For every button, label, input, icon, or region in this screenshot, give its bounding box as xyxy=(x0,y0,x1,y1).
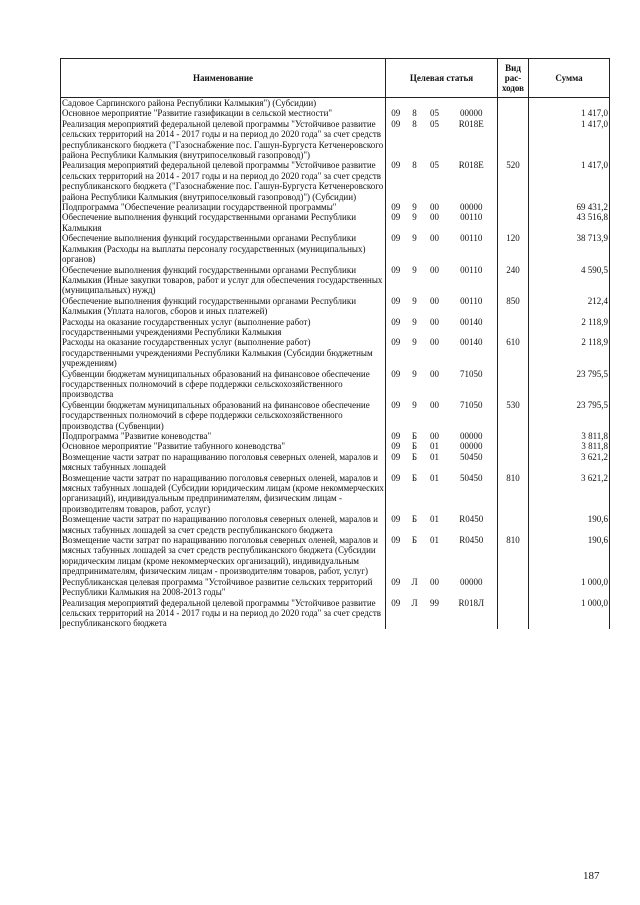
table-body xyxy=(61,98,610,629)
row-name: Садовое Сарпинского района Республики Калмыкия") (Субсидии) xyxy=(61,98,386,109)
row-expense-type: 810 xyxy=(498,535,529,577)
table-row xyxy=(61,369,610,400)
table-row xyxy=(61,108,610,118)
row-code-event: 01 xyxy=(430,535,439,546)
table-row xyxy=(61,452,610,473)
row-sum: 4 590,5 xyxy=(529,265,610,296)
row-code-subprogram: 9 xyxy=(412,337,417,348)
row-code-event: 00 xyxy=(430,337,439,348)
row-sum: 1 417,0 xyxy=(529,119,610,161)
row-code-event: 00 xyxy=(430,368,439,379)
row-code-event: 05 xyxy=(430,118,439,129)
row-expense-type xyxy=(498,108,529,118)
table-row xyxy=(61,337,610,368)
table-row xyxy=(61,441,610,451)
row-name: Подпрограмма "Развитие коневодства" xyxy=(61,431,386,441)
row-code-subprogram: Б xyxy=(411,431,418,441)
table-row xyxy=(61,265,610,296)
row-name: Возмещение части затрат по наращиванию поголовья северных оленей, маралов и мясных табунных лошадей за счет средств республиканского бюджета (Субсидии юридическим лицам (кроме некоммерческих организаций), индивидуальным предпринимателям, физическим лицам - производителям товаров, работ, услуг) xyxy=(61,535,386,577)
header-target-article: Целевая статья xyxy=(386,59,498,98)
row-code-event: 01 xyxy=(430,441,439,452)
row-code-program: 09 xyxy=(386,202,406,212)
row-code-event: 00 xyxy=(430,202,439,213)
row-sum: 43 516,8 xyxy=(529,212,610,233)
row-code-subprogram: 9 xyxy=(412,212,417,223)
table-row xyxy=(61,473,610,515)
row-expense-type xyxy=(498,369,529,400)
row-sum: 2 118,9 xyxy=(529,317,610,338)
header-expense-type xyxy=(498,59,529,98)
row-name: Республиканская целевая программа "Устойчивое развитие сельских территорий Республики Калмыкия на 2008-2013 годы" xyxy=(61,577,386,598)
row-code-subprogram xyxy=(406,98,424,109)
row-sum: 3 811,8 xyxy=(529,431,610,441)
row-code-program: 09 xyxy=(386,473,406,515)
table-row xyxy=(61,400,610,431)
row-expense-type xyxy=(498,598,529,629)
row-code-program: 09 xyxy=(386,212,406,233)
row-code-event: 00 xyxy=(430,576,439,587)
row-name: Основное мероприятие "Развитие табунного коневодства" xyxy=(61,441,386,451)
row-name: Возмещение части затрат по наращиванию поголовья северных оленей, маралов и мясных табунных лошадей за счет средств республиканского бюджета xyxy=(61,514,386,535)
row-code-event: 00 xyxy=(430,399,439,410)
row-code-subprogram: 9 xyxy=(412,368,417,379)
row-code-program: 09 xyxy=(386,160,406,202)
row-code-program: 09 xyxy=(386,317,406,338)
table-row xyxy=(61,535,610,577)
row-code-subprogram: 9 xyxy=(412,295,417,306)
row-expense-type xyxy=(498,577,529,598)
row-expense-type xyxy=(498,452,529,473)
row-code-subprogram: Б xyxy=(411,472,418,483)
row-sum: 1 000,0 xyxy=(529,598,610,629)
row-code-program: 09 xyxy=(386,535,406,577)
row-name: Реализация мероприятий федеральной целевой программы "Устойчивое развитие сельских территорий на 2014 - 2017 годы и на период до 2020 года" за счет средств республиканского бюджета ("Газоснабжение пос. Гашун-Бургуста Кетченеровского района Республики Калмыкия (внутрипоселковый газопровод)") xyxy=(61,119,386,161)
row-expense-type xyxy=(498,431,529,441)
row-expense-type xyxy=(498,98,529,109)
row-expense-type xyxy=(498,202,529,212)
row-expense-type xyxy=(498,317,529,338)
row-name: Обеспечение выполнения функций государственными органами Республики Калмыкия (Расходы на выплаты персоналу государственных (муниципальных) органов) xyxy=(61,233,386,264)
row-code-event: 05 xyxy=(430,160,439,171)
row-sum: 1 417,0 xyxy=(529,108,610,118)
row-name: Субвенции бюджетам муниципальных образований на финансовое обеспечение государственных полномочий в сфере поддержки сельскохозяйственного производства xyxy=(61,369,386,400)
row-code-event: 00 xyxy=(430,212,439,223)
row-code-subprogram: Б xyxy=(411,535,418,546)
row-code-subprogram: 8 xyxy=(412,108,417,119)
header-expense-type-line1: Вид xyxy=(505,63,521,73)
row-code-program: 09 xyxy=(386,400,406,431)
row-sum: 69 431,2 xyxy=(529,202,610,212)
row-expense-type: 120 xyxy=(498,233,529,264)
row-code-subprogram: 8 xyxy=(412,118,417,129)
row-expense-type xyxy=(498,441,529,451)
row-code-program xyxy=(386,98,406,109)
header-expense-type-line3: ходов xyxy=(501,83,525,93)
row-name: Обеспечение выполнения функций государственными органами Республики Калмыкия xyxy=(61,212,386,233)
row-code-subprogram: 9 xyxy=(412,264,417,275)
row-code-subprogram: 9 xyxy=(412,233,417,244)
row-name: Возмещение части затрат по наращиванию поголовья северных оленей, маралов и мясных табунных лошадей (Субсидии юридическим лицам (кроме некоммерческих организаций), индивидуальным предпринимателям, физическим лицам - производителям товаров, работ, услуг) xyxy=(62,472,384,514)
row-code-event: 01 xyxy=(430,514,439,525)
row-code-program: 09 xyxy=(386,233,406,264)
row-code-direction: 71050 xyxy=(446,369,498,400)
row-expense-type: 850 xyxy=(498,296,529,317)
row-sum: 38 713,9 xyxy=(529,233,610,264)
row-code-direction: 00140 xyxy=(446,317,498,338)
row-code-event: 00 xyxy=(430,316,439,327)
row-sum: 23 795,5 xyxy=(529,400,610,431)
row-code-direction: R018Л xyxy=(446,598,498,629)
table-row xyxy=(61,431,610,441)
table-row xyxy=(61,202,610,212)
table-row xyxy=(61,317,610,338)
row-expense-type: 810 xyxy=(498,473,529,515)
row-code-event: 99 xyxy=(430,597,439,608)
row-code-program: 09 xyxy=(386,296,406,317)
row-code-program: 09 xyxy=(386,577,406,598)
row-code-subprogram: 9 xyxy=(412,316,417,327)
row-sum: 1 000,0 xyxy=(529,577,610,598)
table-row xyxy=(61,514,610,535)
row-name: Расходы на оказание государственных услуг (выполнение работ) государственными учреждениями Республики Калмыкия xyxy=(61,317,386,338)
row-code-direction: R0450 xyxy=(446,535,498,577)
row-sum: 1 417,0 xyxy=(529,160,610,202)
row-code-direction: 50450 xyxy=(446,452,498,473)
row-expense-type xyxy=(498,514,529,535)
row-sum: 3 811,8 xyxy=(529,441,610,451)
row-code-subprogram: Б xyxy=(411,451,418,462)
row-code-program: 09 xyxy=(386,265,406,296)
row-code-event: 05 xyxy=(430,108,439,119)
row-name: Подпрограмма "Обеспечение реализации государственной программы" xyxy=(61,202,386,212)
row-code-event: 00 xyxy=(430,233,439,244)
row-code-subprogram: Л xyxy=(411,597,418,608)
row-expense-type: 530 xyxy=(498,400,529,431)
row-code-event: 00 xyxy=(430,295,439,306)
row-sum: 190,6 xyxy=(529,514,610,535)
row-code-program: 09 xyxy=(386,431,406,441)
row-name: Реализация мероприятий федеральной целевой программы "Устойчивое развитие сельских территорий на 2014 - 2017 годы и на период до 2020 года" за счет средств республиканского бюджета ("Газоснабжение пос. Гашун-Бургуста Кетченеровского района Республики Калмыкия (внутрипоселковый газопровод)") (Субсидии) xyxy=(61,160,386,202)
row-code-event: 01 xyxy=(430,472,439,483)
row-code-direction: R0450 xyxy=(446,514,498,535)
table-row xyxy=(61,296,610,317)
row-code-direction: 71050 xyxy=(446,400,498,431)
row-code-program: 09 xyxy=(386,514,406,535)
row-sum: 2 118,9 xyxy=(529,337,610,368)
row-code-direction: 00110 xyxy=(446,212,498,233)
table-row xyxy=(61,598,610,629)
row-sum: 3 621,2 xyxy=(529,473,610,515)
row-name: Расходы на оказание государственных услуг (выполнение работ) государственными учреждениями Республики Калмыкия (Субсидии бюджетным учреждениям) xyxy=(61,337,386,368)
row-expense-type: 520 xyxy=(498,160,529,202)
header-name: Наименование xyxy=(61,59,386,98)
row-code-event xyxy=(424,98,446,109)
row-code-direction: 00000 xyxy=(446,431,498,441)
row-code-direction: 00110 xyxy=(446,233,498,264)
table-row xyxy=(61,160,610,202)
header-expense-type-line2: рас- xyxy=(504,73,522,83)
budget-table xyxy=(60,58,610,629)
row-code-subprogram: Б xyxy=(411,441,418,452)
row-code-direction: R018E xyxy=(446,119,498,161)
row-name: Субвенции бюджетам муниципальных образований на финансовое обеспечение государственных полномочий в сфере поддержки сельскохозяйственного производства (Субвенции) xyxy=(61,400,386,431)
row-sum: 23 795,5 xyxy=(529,369,610,400)
table-row xyxy=(61,233,610,264)
page-number: 187 xyxy=(583,870,600,882)
row-code-direction: 00000 xyxy=(446,202,498,212)
row-expense-type: 610 xyxy=(498,337,529,368)
row-code-subprogram: Б xyxy=(411,514,418,525)
row-code-program: 09 xyxy=(386,108,406,118)
table-row xyxy=(61,98,610,109)
row-code-program: 09 xyxy=(386,337,406,368)
row-name: Основное мероприятие "Развитие газификации в сельской местности" xyxy=(61,108,386,118)
row-code-direction: 00000 xyxy=(446,441,498,451)
row-code-event: 00 xyxy=(430,264,439,275)
row-name: Обеспечение выполнения функций государственными органами Республики Калмыкия (Иные закупки товаров, работ и услуг для обеспечения государственных (муниципальных) нужд) xyxy=(61,265,386,296)
table-row xyxy=(61,212,610,233)
row-name: Обеспечение выполнения функций государственными органами Республики Калмыкия (Уплата налогов, сборов и иных платежей) xyxy=(61,296,386,317)
row-code-direction xyxy=(446,98,498,109)
row-code-direction: 00110 xyxy=(446,296,498,317)
row-code-direction: 00000 xyxy=(446,108,498,118)
row-sum xyxy=(529,98,610,109)
header-sum: Сумма xyxy=(529,59,610,98)
row-expense-type: 240 xyxy=(498,265,529,296)
table-row xyxy=(61,119,610,161)
row-code-program: 09 xyxy=(386,441,406,451)
row-code-direction: 00110 xyxy=(446,265,498,296)
row-expense-type xyxy=(498,119,529,161)
row-code-subprogram: 8 xyxy=(412,160,417,171)
row-name: Возмещение части затрат по наращиванию поголовья северных оленей, маралов и мясных табунных лошадей xyxy=(61,452,386,473)
row-code-direction: 00000 xyxy=(446,577,498,598)
row-sum: 212,4 xyxy=(529,296,610,317)
row-code-direction: 50450 xyxy=(446,473,498,515)
row-sum: 190,6 xyxy=(529,535,610,577)
row-code-program: 09 xyxy=(386,369,406,400)
row-code-event: 01 xyxy=(430,451,439,462)
row-code-program: 09 xyxy=(386,452,406,473)
row-code-subprogram: 9 xyxy=(412,399,417,410)
row-code-direction: 00140 xyxy=(446,337,498,368)
row-expense-type xyxy=(498,212,529,233)
row-sum: 3 621,2 xyxy=(529,452,610,473)
table-row xyxy=(61,577,610,598)
row-name: Реализация мероприятий федеральной целевой программы "Устойчивое развитие сельских территорий на 2014 - 2017 годы и на период до 2020 года" за счет средств республиканского бюджета xyxy=(61,598,386,629)
row-code-program: 09 xyxy=(386,598,406,629)
row-code-subprogram: 9 xyxy=(412,202,417,213)
row-code-event: 00 xyxy=(430,431,439,441)
row-code-subprogram: Л xyxy=(411,576,418,587)
row-code-direction: R018E xyxy=(446,160,498,202)
row-code-program: 09 xyxy=(386,119,406,161)
table-header-row xyxy=(61,59,610,98)
